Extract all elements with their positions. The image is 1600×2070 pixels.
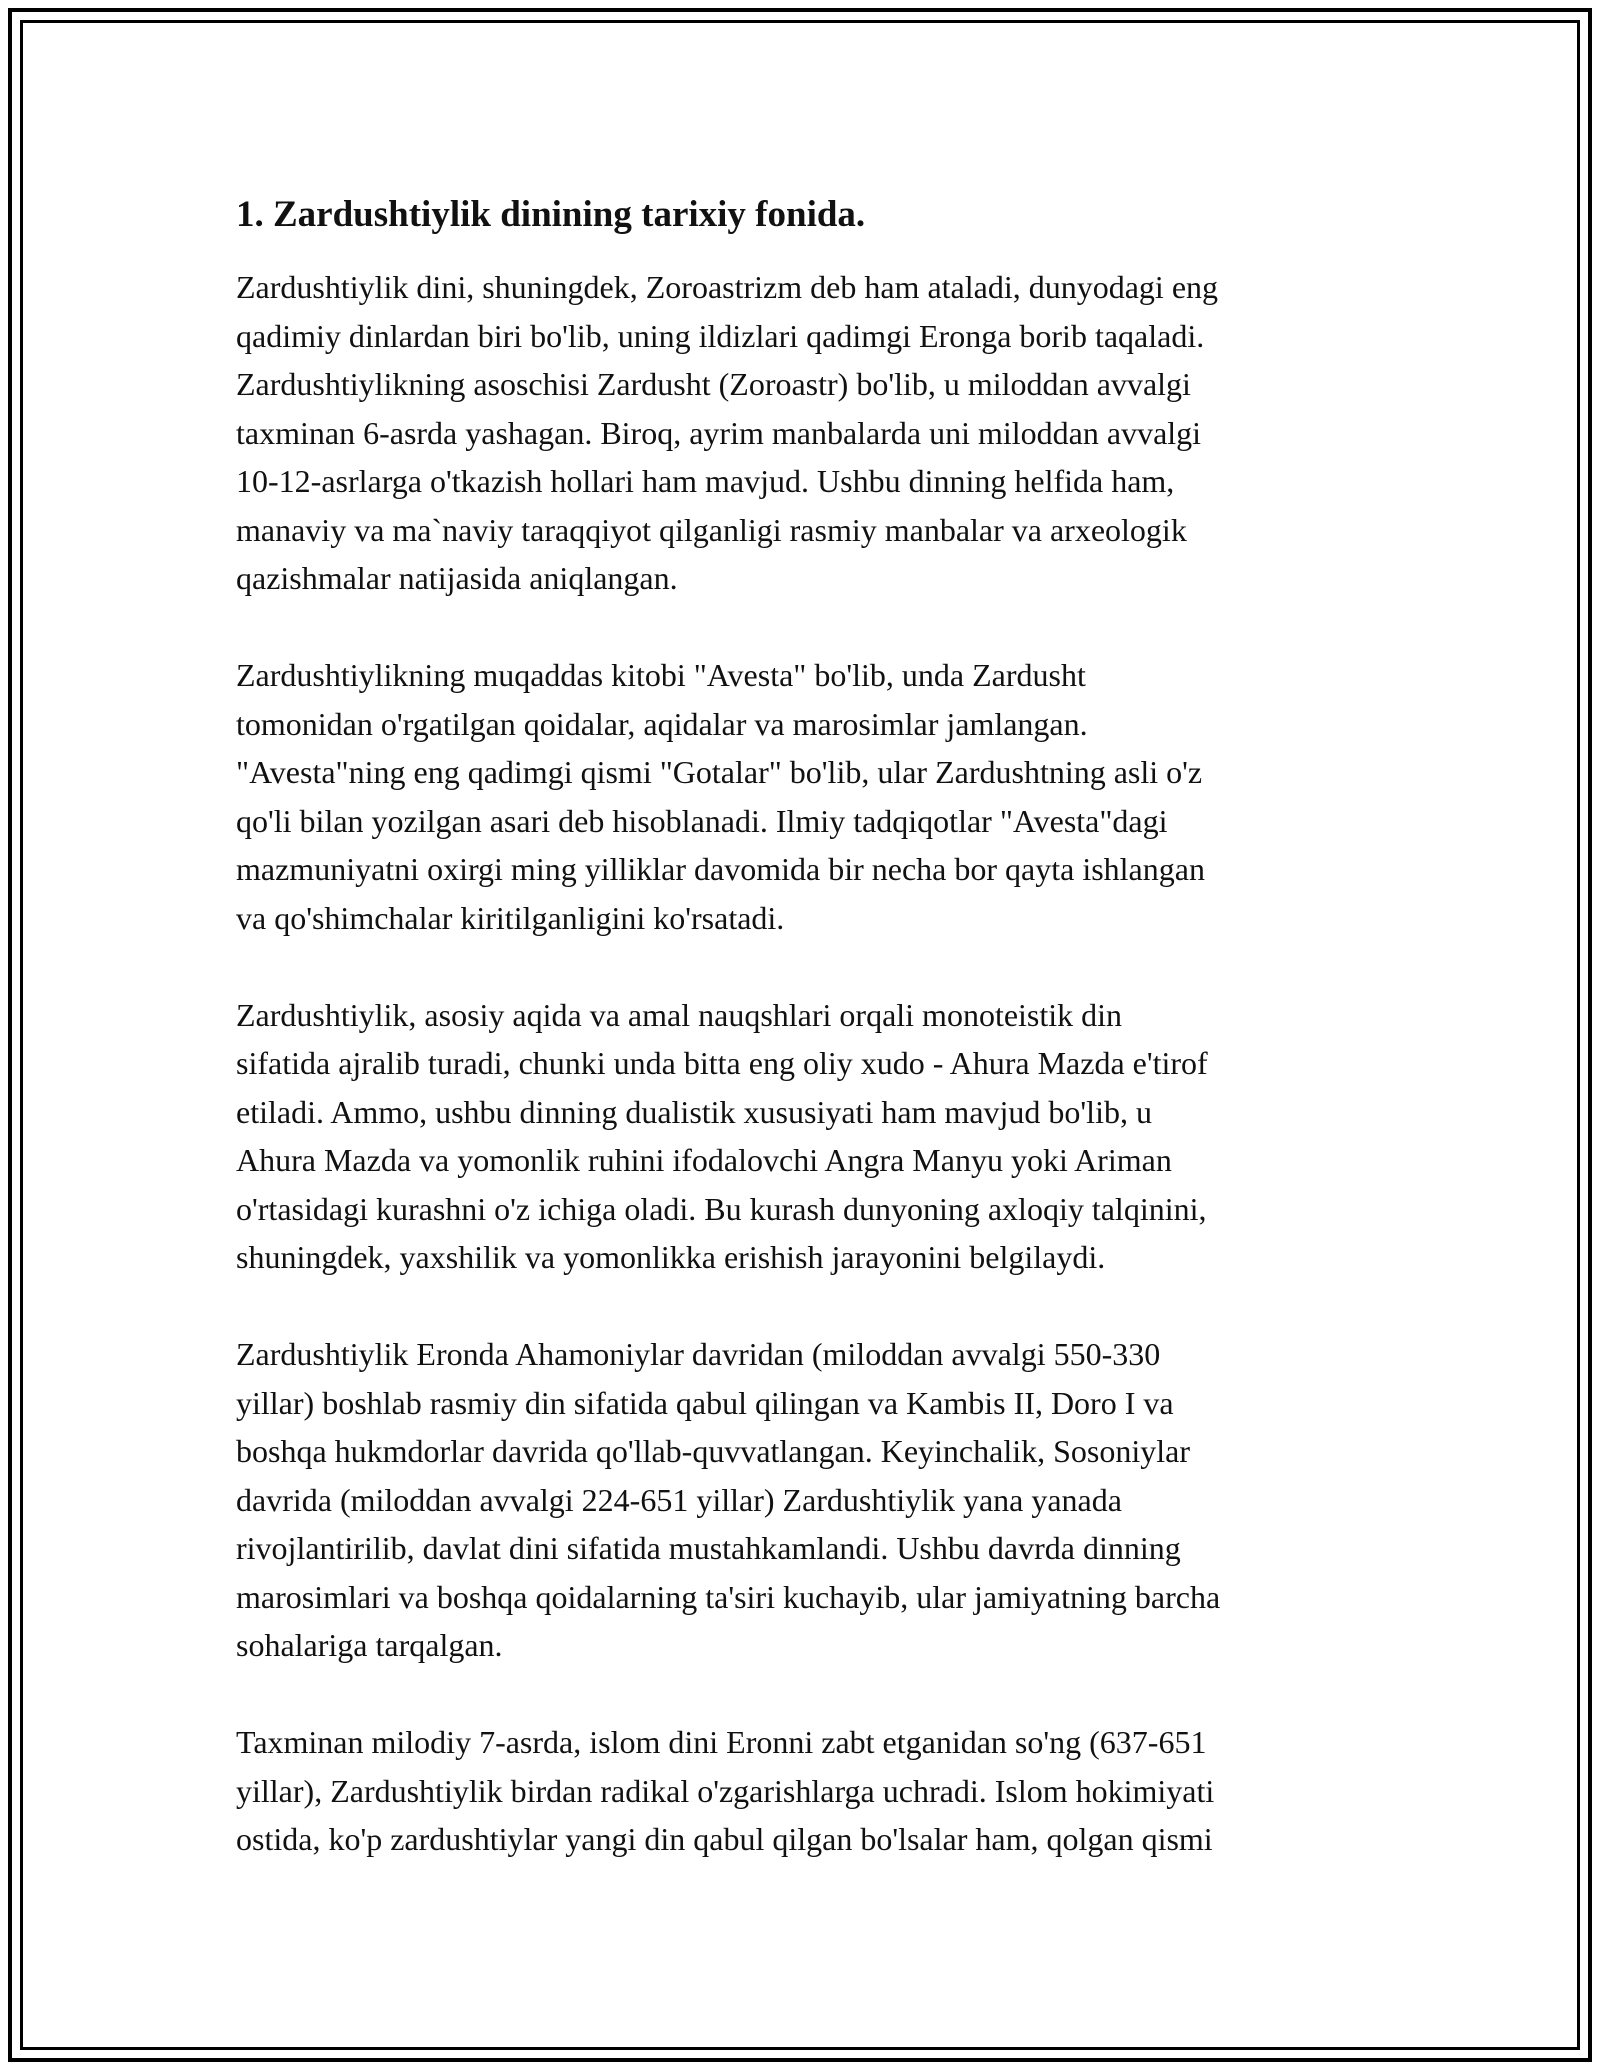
text-line: shuningdek, yaxshilik va yomonlikka erishish jarayonini belgilaydi.	[236, 1239, 1106, 1275]
text-line: etiladi. Ammo, ushbu dinning dualistik xususiyati ham mavjud bo'lib, u	[236, 1093, 1152, 1130]
paragraph-list	[236, 263, 1386, 1864]
text-line: boshqa hukmdorlar davrida qo'llab-quvvatlangan. Keyinchalik, Sosoniylar	[236, 1433, 1190, 1469]
text-line: ostida, ko'p zardushtiylar yangi din qabul qilgan bo'lsalar ham, qolgan qismi	[236, 1821, 1213, 1857]
text-line: Zardushtiylik dini, shuningdek, Zoroastrizm deb ham ataladi, dunyodagi eng	[236, 269, 1219, 305]
text-line: va qo'shimchalar kiritilganligini ko'rsatadi.	[236, 899, 785, 936]
paragraph	[236, 1718, 1386, 1864]
text-line: qadimiy dinlardan biri bo'lib, uning ildizlari qadimgi Eronga borib taqaladi.	[236, 317, 1205, 354]
paragraph	[236, 263, 1386, 603]
text-line: Zardushtiylik, asosiy aqida va amal nauqshlari orqali monoteistik din	[236, 996, 1123, 1033]
text-line: qo'li bilan yozilgan asari deb hisoblanadi. Ilmiy tadqiqotlar "Avesta"dagi	[236, 802, 1168, 839]
text-line: tomonidan o'rgatilgan qoidalar, aqidalar va marosimlar jamlangan.	[236, 705, 1088, 742]
text-line: 10-12-asrlarga o'tkazish hollari ham mavjud. Ushbu dinning helfida ham,	[236, 463, 1175, 499]
text-line: "Avesta"ning eng qadimgi qismi "Gotalar" bo'lib, ular Zardushtning asli o'z	[236, 754, 1203, 790]
text-line: o'rtasidagi kurashni o'z ichiga oladi. Bu kurash dunyoning axloqiy talqinini,	[236, 1190, 1207, 1227]
text-line: sohalariga tarqalgan.	[236, 1627, 503, 1663]
paragraph	[236, 651, 1386, 942]
text-line: Ahura Mazda va yomonlik ruhini ifodalovchi Angra Manyu yoki Ariman	[236, 1142, 1172, 1178]
section-heading: 1. Zardushtiylik dinining tarixiy fonida.	[236, 194, 866, 235]
text-line: rivojlantirilib, davlat dini sifatida mustahkamlandi. Ushbu davrda dinning	[236, 1530, 1181, 1566]
paragraph	[236, 991, 1386, 1282]
text-line: davrida (miloddan avvalgi 224-651 yillar) Zardushtiylik yana yanada	[236, 1481, 1122, 1518]
paragraph	[236, 1330, 1386, 1670]
text-line: taxminan 6-asrda yashagan. Biroq, ayrim manbalarda uni miloddan avvalgi	[236, 414, 1202, 451]
text-line: Zardushtiylik Eronda Ahamoniylar davridan (miloddan avvalgi 550-330	[236, 1336, 1161, 1372]
text-line: manaviy va ma`naviy taraqqiyot qilganligi rasmiy manbalar va arxeologik	[236, 511, 1187, 548]
text-line: yillar), Zardushtiylik birdan radikal o'zgarishlarga uchradi. Islom hokimiyati	[236, 1772, 1215, 1809]
text-line: Zardushtiylikning muqaddas kitobi "Avesta" bo'lib, unda Zardusht	[236, 657, 1086, 693]
text-line: marosimlari va boshqa qoidalarning ta'siri kuchayib, ular jamiyatning barcha	[236, 1578, 1221, 1615]
text-line: sifatida ajralib turadi, chunki unda bitta eng oliy xudo - Ahura Mazda e'tirof	[236, 1045, 1208, 1081]
text-line: mazmuniyatni oxirgi ming yilliklar davomida bir necha bor qayta ishlangan	[236, 851, 1205, 887]
document-body	[236, 185, 1386, 1912]
text-line: Zardushtiylikning asoschisi Zardusht (Zoroastr) bo'lib, u miloddan avvalgi	[236, 366, 1191, 402]
text-line: qazishmalar natijasida aniqlangan.	[236, 560, 678, 596]
text-line: yillar) boshlab rasmiy din sifatida qabul qilingan va Kambis II, Doro I va	[236, 1384, 1174, 1421]
text-line: Taxminan milodiy 7-asrda, islom dini Eronni zabt etganidan so'ng (637-651	[236, 1724, 1207, 1760]
